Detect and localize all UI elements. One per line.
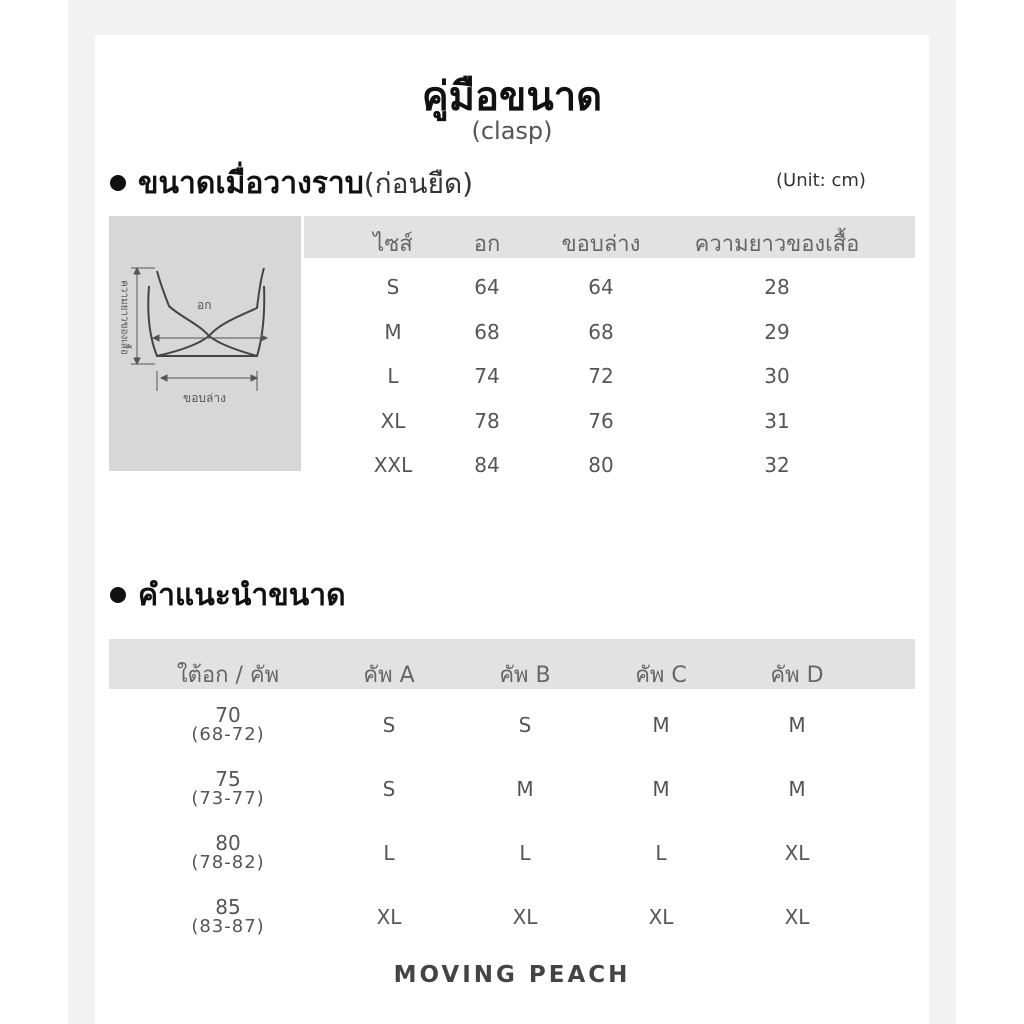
recommend-size-cell: M	[516, 777, 534, 801]
size-table-cell: 68	[474, 319, 500, 344]
diagram-label-chest: อก	[197, 298, 212, 312]
section-heading-paren: (ก่อนยืด)	[363, 167, 474, 200]
recommend-size-cell: XL	[512, 905, 538, 929]
recommend-underbust-value: 80	[215, 831, 241, 855]
diagram-label-band: ขอบล่าง	[183, 391, 226, 405]
recommend-size-cell: L	[383, 841, 395, 865]
size-table-cell: 32	[764, 453, 790, 477]
bullet-icon	[110, 587, 126, 603]
recommend-size-cell: M	[652, 713, 670, 737]
recommend-underbust-range: (73-77)	[191, 788, 265, 809]
recommend-size-cell: XL	[648, 905, 674, 929]
recommend-size-cell: XL	[784, 905, 810, 929]
size-table-cell: 29	[764, 319, 790, 344]
size-table-cell: S	[386, 275, 400, 299]
section-heading-recommendation	[110, 572, 346, 619]
recommend-size-cell: M	[652, 777, 670, 801]
recommend-size-cell: L	[519, 841, 531, 865]
recommend-table-column-header: คัพ A	[363, 663, 415, 688]
size-table-cell: 28	[764, 275, 790, 299]
size-table-cell: 31	[764, 408, 790, 433]
recommend-size-cell: M	[788, 713, 806, 737]
bra-outline-icon	[109, 216, 301, 471]
recommend-size-cell: L	[655, 841, 667, 865]
size-table-cell: 84	[474, 453, 500, 477]
recommend-underbust-value: 75	[215, 767, 241, 791]
recommend-underbust-range: (83-87)	[191, 916, 265, 937]
bullet-icon	[110, 175, 126, 191]
recommend-underbust-range: (68-72)	[191, 724, 265, 745]
recommend-table-column-header: ใต้อก / คัพ	[176, 663, 280, 688]
section-heading-text: คำแนะนำขนาด	[138, 578, 346, 613]
page-title: คู่มือขนาด	[421, 74, 603, 120]
unit-label: (Unit: cm)	[776, 170, 866, 191]
size-table-cell: XL	[380, 408, 406, 433]
size-table-cell: 80	[588, 453, 614, 477]
recommend-table-column-header: คัพ C	[635, 663, 687, 688]
recommend-size-cell: XL	[376, 905, 402, 929]
recommend-underbust-value: 70	[215, 703, 241, 727]
size-table-cell: 64	[474, 275, 500, 299]
brand-logo: MOVING PEACH	[393, 962, 631, 988]
size-table-column-header: ไซส์	[373, 232, 413, 257]
recommend-size-cell: XL	[784, 841, 810, 865]
bra-diagram	[109, 216, 301, 471]
recommend-size-cell: S	[382, 713, 396, 737]
size-table-cell: 30	[764, 364, 790, 388]
recommend-underbust-range: (78-82)	[191, 852, 265, 873]
diagram-label-length: ความยาวของเสื้อ	[118, 280, 130, 355]
recommend-table-column-header: คัพ B	[499, 663, 551, 688]
recommend-underbust-value: 85	[215, 895, 241, 919]
recommend-size-cell: S	[518, 713, 532, 737]
recommend-table-column-header: คัพ D	[770, 663, 824, 688]
section-heading-text: ขนาดเมื่อวางราบ	[138, 166, 364, 201]
size-table-column-header: ขอบล่าง	[561, 232, 641, 257]
size-table-column-header: ความยาวของเสื้อ	[694, 232, 860, 257]
section-heading-flat-size	[110, 160, 473, 207]
size-table-cell: 64	[588, 275, 614, 299]
size-table-cell: 74	[474, 364, 500, 388]
size-table-column-header: อก	[473, 232, 501, 257]
page-subtitle: (clasp)	[471, 117, 553, 145]
size-table-cell: M	[384, 319, 402, 344]
size-table-cell: 68	[588, 319, 614, 344]
recommend-size-cell: M	[788, 777, 806, 801]
size-table-cell: 76	[588, 408, 614, 433]
size-table-cell: 72	[588, 364, 614, 388]
size-table-cell: 78	[474, 408, 500, 433]
size-table-cell: XXL	[373, 453, 413, 477]
recommend-size-cell: S	[382, 777, 396, 801]
size-table-cell: L	[387, 364, 399, 388]
